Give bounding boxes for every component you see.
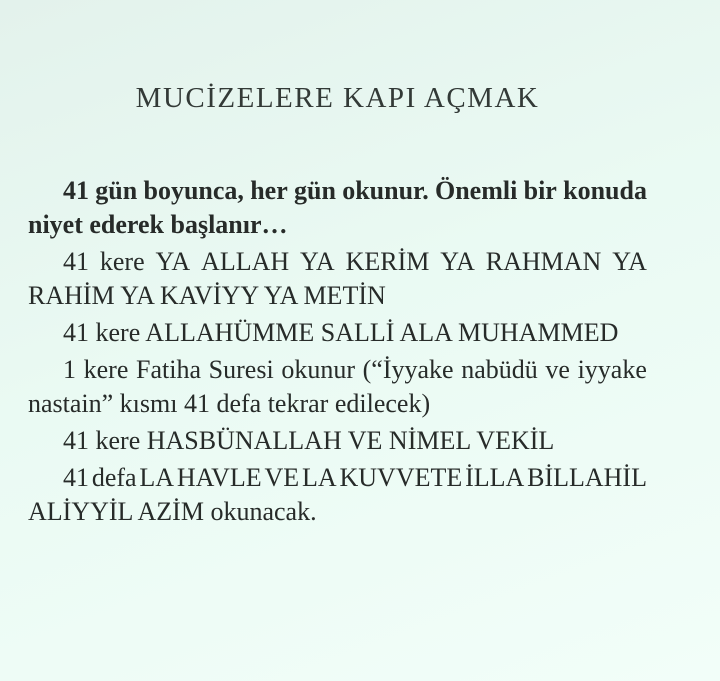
paragraph-salli <box>28 316 647 350</box>
paragraph-fatiha <box>28 353 647 421</box>
paragraph-line: niyet ederek başlanır… <box>28 210 288 239</box>
paragraph-line: 41 kere ALLAHÜMME SALLİ ALA MUHAMMED <box>63 318 619 347</box>
paragraph-line: RAHİM YA KAVİYY YA METİN <box>28 281 386 310</box>
paragraph-line: ALİYYİL AZİM okunacak. <box>28 497 317 526</box>
paragraph-ya-allah <box>28 245 647 313</box>
paragraph-line: 1 kere Fatiha Suresi okunur (“İyyake nabüdü ve iyyake <box>63 355 647 384</box>
page-title: MUCİZELERE KAPI AÇMAK <box>135 82 540 114</box>
paragraph-la-havle <box>28 461 647 529</box>
paragraph-line: 41 gün boyunca, her gün okunur. Önemli bir konuda <box>63 176 647 205</box>
paragraph-line: 41 defa LA HAVLE VE LA KUVVETE İLLA BİLLAHİL <box>63 463 647 492</box>
paragraph-hasbunallah <box>28 424 647 458</box>
paragraph-line: 41 kere YA ALLAH YA KERİM YA RAHMAN YA <box>63 247 647 276</box>
paragraph-line: nastain” kısmı 41 defa tekrar edilecek) <box>28 389 431 418</box>
paragraph-instructions <box>28 174 647 242</box>
paragraph-line: 41 kere HASBÜNALLAH VE NİMEL VEKİL <box>63 426 555 455</box>
